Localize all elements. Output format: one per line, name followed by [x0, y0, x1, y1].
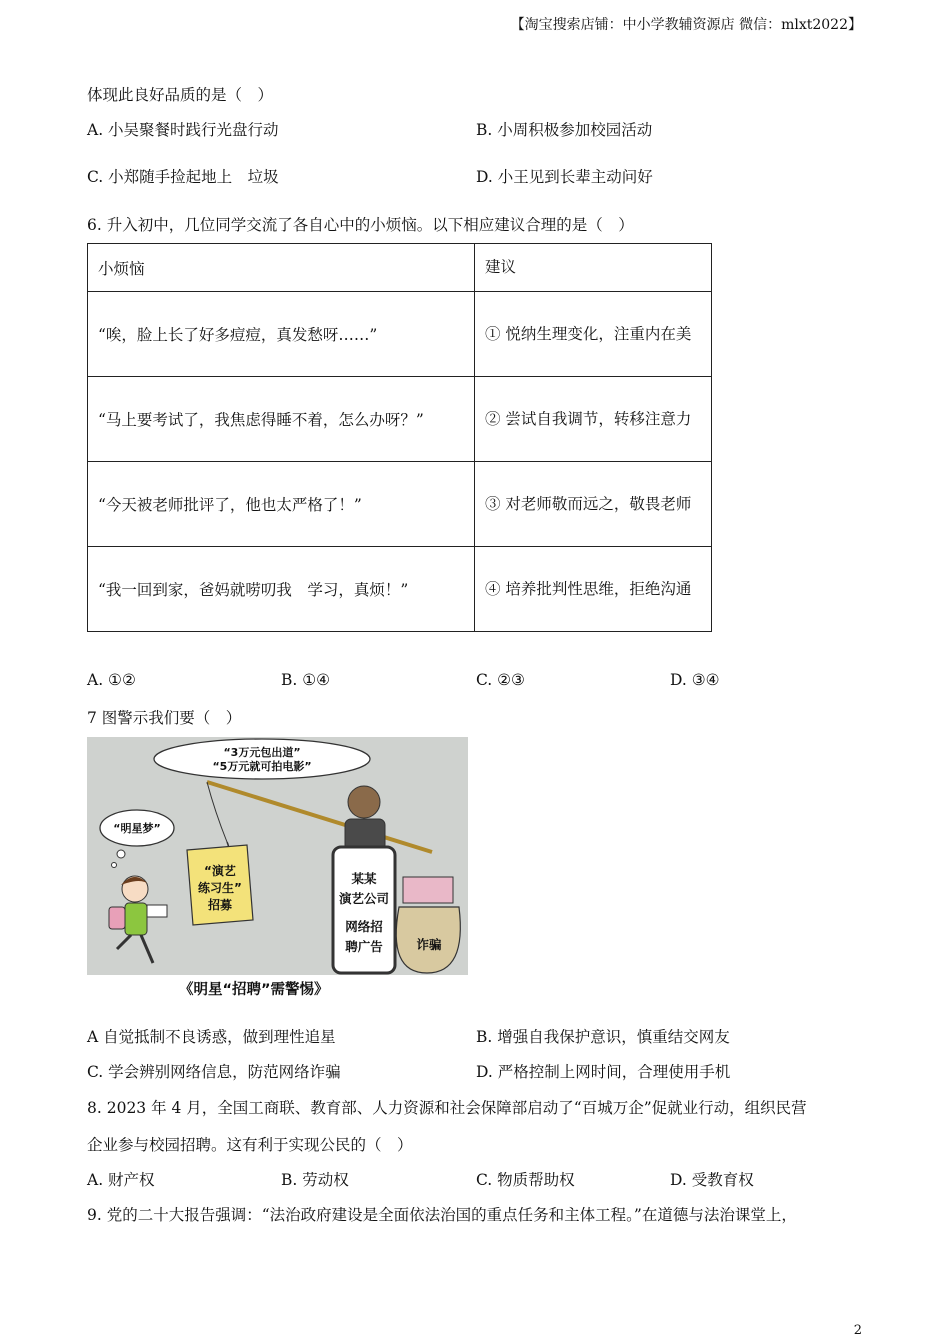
phone	[333, 847, 395, 973]
q7-option-c: C. 学会辨别网络信息，防范网络诈骗	[87, 1063, 341, 1081]
q7-option-d: D. 严格控制上网时间，合理使用手机	[476, 1063, 731, 1081]
bag-label: 诈骗	[416, 937, 442, 952]
q8-option-b: B. 劳动权	[281, 1171, 349, 1189]
table-row	[88, 462, 712, 547]
table-row	[88, 547, 712, 632]
q7-stem: 7 图警示我们要（ ）	[87, 709, 242, 727]
phone-line-3: 网络招	[345, 919, 383, 934]
dream-text: “明星梦”	[113, 822, 161, 835]
speech-bubble	[154, 739, 370, 779]
q8-stem-line-2: 企业参与校园招聘。这有利于实现公民的（ ）	[87, 1136, 413, 1154]
q6-option-d: D. ③④	[670, 671, 720, 689]
dream-dot	[112, 863, 117, 868]
q5-option-b: B. 小周积极参加校园活动	[476, 121, 653, 139]
cartoon-caption: 《明星“招聘”需警惕》	[179, 982, 329, 998]
worry-cell: “唉，脸上长了好多痘痘，真发愁呀……”	[88, 292, 475, 377]
table-row	[88, 292, 712, 377]
money-stack	[403, 877, 453, 903]
page-number: 2	[853, 1323, 862, 1338]
q6-table	[87, 243, 712, 632]
q5-stem-tail: 体现此良好品质的是（ ）	[87, 86, 274, 104]
q5-option-d: D. 小王见到长辈主动问好	[476, 168, 653, 186]
q8-option-d: D. 受教育权	[670, 1171, 754, 1189]
table-header-row	[88, 244, 712, 292]
q7-option-b: B. 增强自我保护意识，慎重结交网友	[476, 1028, 730, 1046]
q8-stem-line-1: 8. 2023 年 4 月，全国工商联、教育部、人力资源和社会保障部启动了“百城万企”促就业行动，组织民营	[87, 1099, 807, 1117]
girl-backpack	[109, 907, 125, 929]
q7-option-a: A 自觉抵制不良诱惑，做到理性追星	[87, 1028, 336, 1046]
speech-line-2: “5万元就可拍电影”	[212, 760, 312, 773]
q6-option-c: C. ②③	[476, 671, 525, 689]
table-header-advice: 建议	[475, 244, 712, 292]
worry-cell: “马上要考试了，我焦虑得睡不着，怎么办呀？”	[88, 377, 475, 462]
advice-cell: ④ 培养批判性思维，拒绝沟通	[475, 547, 712, 632]
table-header-worry: 小烦恼	[88, 244, 475, 292]
speech-line-1: “3万元包出道”	[223, 746, 301, 759]
girl-body	[125, 903, 147, 935]
poster-line-1: “演艺	[204, 864, 236, 878]
q8-option-c: C. 物质帮助权	[476, 1171, 575, 1189]
phone-line-4: 聘广告	[345, 939, 383, 954]
table-row	[88, 377, 712, 462]
phone-line-2: 演艺公司	[338, 891, 390, 906]
advice-cell: ③ 对老师敬而远之，敬畏老师	[475, 462, 712, 547]
worry-cell: “今天被老师批评了，他也太严格了！”	[88, 462, 475, 547]
q6-option-a: A. ①②	[87, 671, 136, 689]
q5-option-a: A. 小吴聚餐时践行光盘行动	[87, 121, 279, 139]
advice-cell: ① 悦纳生理变化，注重内在美	[475, 292, 712, 377]
q6-stem: 6. 升入初中，几位同学交流了各自心中的小烦恼。以下相应建议合理的是（ ）	[87, 216, 634, 234]
poster-line-3: 招募	[207, 898, 233, 912]
poster-line-2: 练习生”	[198, 881, 242, 895]
header-note: 【淘宝搜索店铺：中小学教辅资源店 微信：mlxt2022】	[510, 17, 862, 33]
worry-cell: “我一回到家，爸妈就唠叨我 学习，真烦！”	[88, 547, 475, 632]
q8-option-a: A. 财产权	[87, 1171, 155, 1189]
phone-line-1: 某某	[351, 871, 377, 886]
dream-dot	[117, 850, 125, 858]
advice-cell: ② 尝试自我调节，转移注意力	[475, 377, 712, 462]
girl-paper	[147, 905, 167, 917]
q9-stem: 9. 党的二十大报告强调：“法治政府建设是全面依法治国的重点任务和主体工程。”在道德与法治课堂上，	[87, 1206, 797, 1224]
cartoon-illustration	[87, 737, 468, 1003]
fisherman-head	[348, 786, 380, 818]
q5-option-c: C. 小郑随手捡起地上 垃圾	[87, 168, 279, 186]
q6-option-b: B. ①④	[281, 671, 331, 689]
